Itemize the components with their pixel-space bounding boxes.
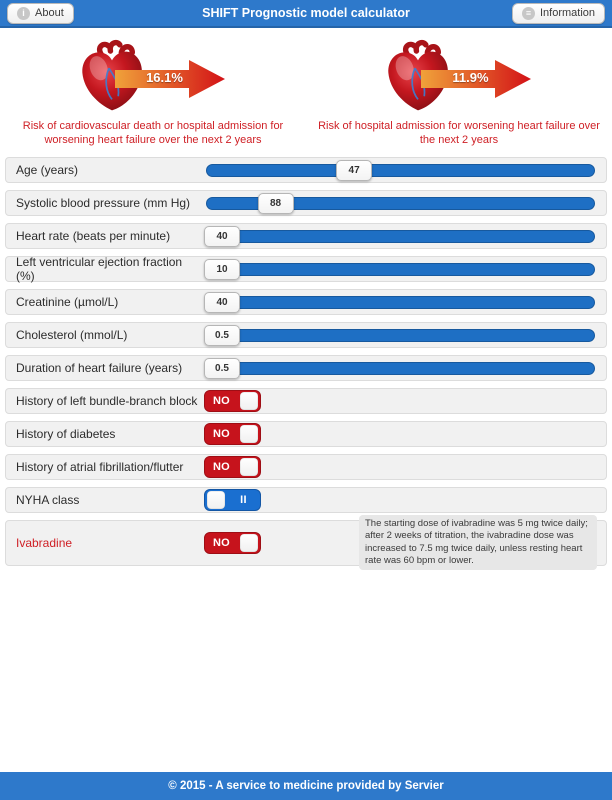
slider-label: Cholesterol (mmol/L) [16, 327, 128, 342]
toggle-switch[interactable] [204, 390, 261, 412]
page-title: SHIFT Prognostic model calculator [202, 6, 410, 20]
toggle-knob[interactable] [240, 458, 258, 476]
slider[interactable] [204, 224, 597, 248]
slider-track[interactable] [206, 296, 595, 309]
header-bar [0, 0, 612, 28]
slider-row [5, 322, 607, 348]
slider-row [5, 223, 607, 249]
slider-label: Duration of heart failure (years) [16, 360, 183, 375]
bottom-whitespace [0, 573, 612, 772]
slider-row [5, 256, 607, 282]
slider-track[interactable] [206, 263, 595, 276]
risk-description: Risk of hospital admission for worsening heart failure over the next 2 years [318, 120, 600, 147]
slider-row [5, 289, 607, 315]
slider-label: Systolic blood pressure (mm Hg) [16, 195, 191, 210]
risk-percentage: 16.1% [146, 70, 183, 85]
toggle-state-label: NO [212, 394, 231, 407]
risk-visual [71, 37, 236, 115]
slider-row [5, 355, 607, 381]
about-button-label: About [35, 7, 64, 19]
toggle-note: The starting dose of ivabradine was 5 mg twice daily; after 2 weeks of titration, the ivabradine dose was increased to 7.5 mg twice daily, unless resting heart rate was 60 bpm or lower. [359, 515, 597, 570]
slider-value: 0.5 [215, 329, 229, 341]
slider-handle[interactable] [204, 259, 240, 280]
slider-handle[interactable] [204, 358, 240, 379]
results-section [0, 28, 612, 148]
toggle-label: History of atrial fibrillation/flutter [16, 459, 184, 474]
slider[interactable] [204, 323, 597, 347]
slider-handle[interactable] [204, 226, 240, 247]
toggle-knob[interactable] [240, 425, 258, 443]
slider-value: 88 [269, 197, 282, 209]
toggle-switch[interactable] [204, 489, 261, 511]
slider[interactable] [204, 356, 597, 380]
toggle-switch[interactable] [204, 532, 261, 554]
slider-label: Left ventricular ejection fraction (%) [16, 254, 183, 283]
slider-value: 47 [348, 164, 360, 176]
information-button-label: Information [539, 7, 595, 19]
slider-handle[interactable] [204, 292, 240, 313]
slider-handle[interactable] [258, 193, 294, 214]
slider-row [5, 190, 607, 216]
footer-bar [0, 772, 612, 800]
slider-label: Heart rate (beats per minute) [16, 228, 171, 243]
slider-label: Creatinine (µmol/L) [16, 294, 119, 309]
toggle-state-label: NO [212, 460, 231, 473]
slider[interactable] [204, 290, 597, 314]
toggle-row [5, 388, 607, 414]
info-circle-icon: i [17, 7, 30, 20]
toggle-label: History of left bundle-branch block [16, 393, 198, 408]
parameter-rows [0, 148, 612, 573]
risk-result-card [0, 37, 306, 148]
toggle-row [5, 517, 607, 566]
slider-track[interactable] [206, 164, 595, 177]
slider-value: 40 [216, 296, 228, 308]
toggle-state-label: NO [212, 536, 231, 549]
toggle-switch[interactable] [204, 423, 261, 445]
risk-result-card [306, 37, 612, 148]
risk-visual [377, 37, 542, 115]
slider-row [5, 157, 607, 183]
information-button[interactable] [512, 3, 605, 24]
toggle-switch[interactable] [204, 456, 261, 478]
slider-track[interactable] [206, 329, 595, 342]
toggle-row [5, 487, 607, 513]
slider[interactable] [204, 191, 597, 215]
main-content [0, 28, 612, 772]
toggle-label: NYHA class [16, 492, 80, 507]
slider-track[interactable] [206, 362, 595, 375]
slider-value: 0.5 [215, 362, 229, 374]
risk-description: Risk of cardiovascular death or hospital admission for worsening heart failure over the next 2 years [22, 120, 284, 147]
toggle-knob[interactable] [207, 491, 225, 509]
about-button[interactable] [7, 3, 74, 24]
slider-handle[interactable] [204, 325, 240, 346]
toggle-knob[interactable] [240, 392, 258, 410]
toggle-state-label: II [240, 493, 247, 506]
slider-track[interactable] [206, 230, 595, 243]
footer-text: © 2015 - A service to medicine provided by Servier [168, 780, 444, 792]
slider-value: 10 [216, 263, 228, 275]
slider-handle[interactable] [336, 160, 372, 181]
toggle-row [5, 454, 607, 480]
slider[interactable] [204, 158, 597, 182]
slider-value: 40 [216, 230, 228, 242]
risk-percentage: 11.9% [452, 70, 489, 85]
slider[interactable] [204, 257, 597, 281]
toggle-label: Ivabradine [16, 535, 73, 550]
list-circle-icon: ≡ [522, 7, 535, 20]
toggle-knob[interactable] [240, 534, 258, 552]
toggle-state-label: NO [212, 427, 231, 440]
toggle-label: History of diabetes [16, 426, 116, 441]
slider-label: Age (years) [16, 162, 79, 177]
toggle-row [5, 421, 607, 447]
